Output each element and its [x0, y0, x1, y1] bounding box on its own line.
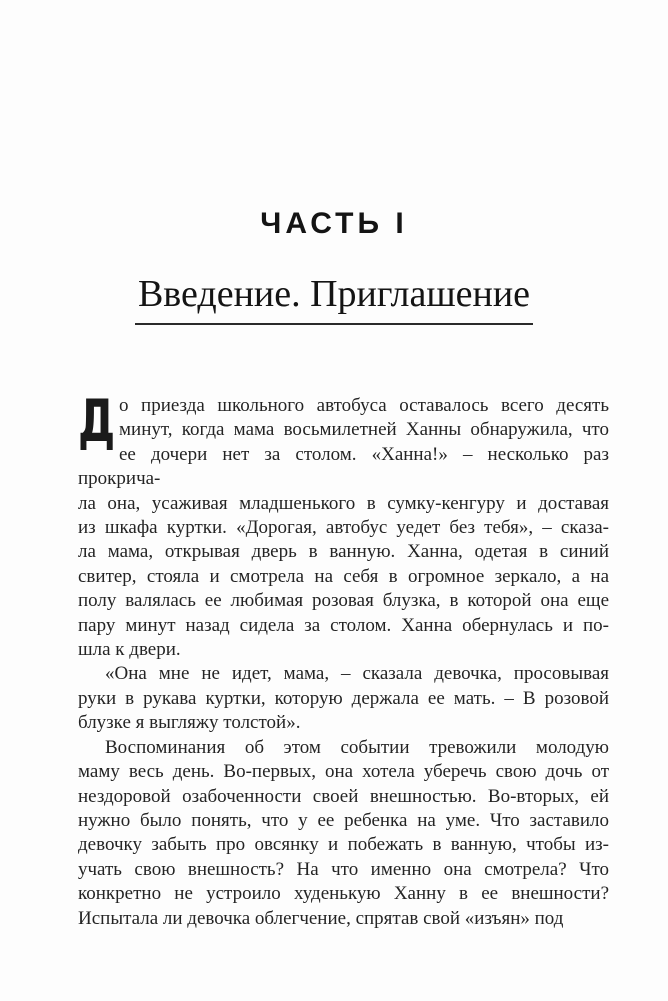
chapter-title — [0, 272, 668, 325]
text-line: минут, когда мама восьмилетней Ханны обнаружила, что — [119, 419, 609, 441]
paragraphs — [78, 387, 609, 931]
text-line: о приезда школьного автобуса оставалось всего десять — [119, 395, 609, 416]
part-title: ЧАСТЬ I — [260, 207, 408, 240]
text-line: свитер, стояла и смотрела на себя в огромное зеркало, а на — [78, 565, 609, 587]
text-line: ла она, усаживая младшенького в сумку-кенгуру и доставая — [78, 492, 609, 514]
text-line: ла мама, открывая дверь в ванную. Ханна, одетая в синий — [78, 541, 609, 563]
text-line: Испытала ли девочка облегчение, спрятав свой «изъян» под — [78, 907, 564, 929]
text-line: руки в рукава куртки, которую держала ее мать. – В розовой — [78, 687, 609, 709]
paragraph — [78, 662, 609, 735]
text-line: нужно было понять, что у ее ребенка на уме. Что заставило — [78, 809, 609, 831]
text-line: пару минут назад сидела за столом. Ханна обернулась и по- — [78, 614, 609, 636]
drop-cap: Д — [78, 387, 116, 455]
text-line: учать свою внешность? На что именно она смотрела? Что — [78, 858, 609, 880]
paragraph — [78, 387, 609, 662]
paragraph — [78, 736, 609, 931]
text-line: блузке я выгляжу толстой». — [78, 712, 301, 734]
chapter-title-text: Введение. Приглашение — [135, 272, 533, 325]
text-line: девочку забыть про овсянку и побежать в ванную, чтобы из- — [78, 834, 609, 856]
text-line: шла к двери. — [78, 639, 181, 661]
text-line: конкретно не устроило худенькую Ханну в ее внешности? — [78, 883, 609, 905]
text-line: ее дочери нет за столом. «Ханна!» – несколько раз прокрича- — [78, 443, 609, 490]
text-line: нездоровой озабоченности своей внешностью. Во-вторых, ей — [78, 785, 609, 807]
text-line: полу валялась ее любимая розовая блузка, в которой она еще — [78, 590, 609, 612]
text-line: из шкафа куртки. «Дорогая, автобус уедет без тебя», – сказа- — [78, 517, 609, 539]
body-text — [78, 387, 609, 931]
text-line: Воспоминания об этом событии тревожили молодую — [105, 736, 609, 758]
text-line: маму весь день. Во-первых, она хотела уберечь свою дочь от — [78, 761, 609, 783]
text-line: «Она мне не идет, мама, – сказала девочка, просовывая — [105, 663, 609, 685]
